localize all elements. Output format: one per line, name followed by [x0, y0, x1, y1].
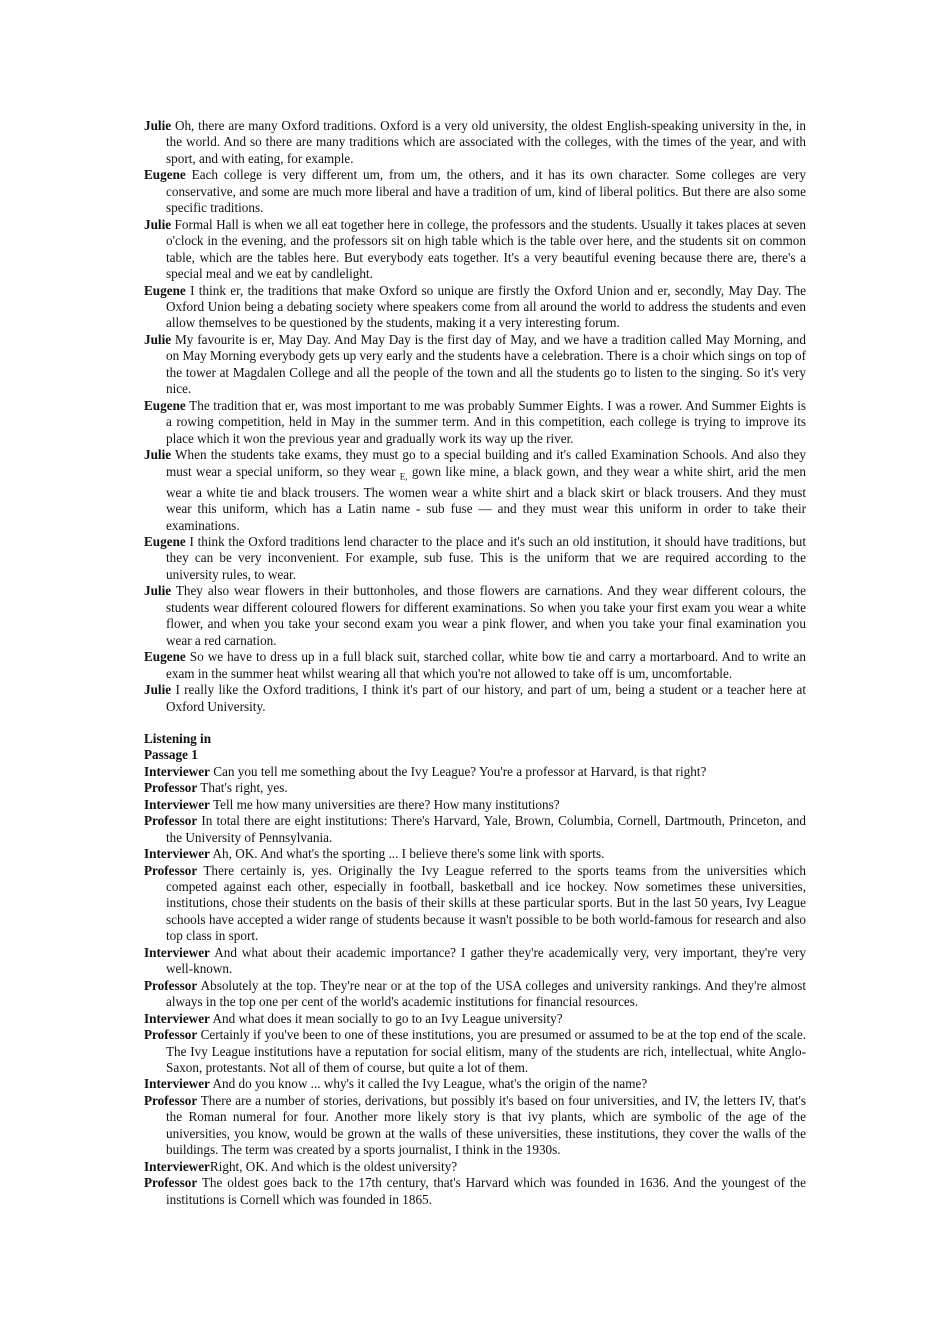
speaker-name: Professor — [144, 1175, 198, 1191]
speech-text: Tell me how many universities are there? How many institutions? — [212, 796, 560, 812]
dialogue-turn — [144, 813, 806, 846]
speech-text: So we have to dress up in a full black suit, starched collar, white bow tie and carry a mortarboard. And to write an exam in the summer heat whilst wearing all that which you're not allowed to take off is um, uncomfortable. — [166, 649, 806, 681]
speech-text: And what does it mean socially to go to an Ivy League university? — [212, 1010, 563, 1026]
speech-text: And what about their academic importance? I gather they're academically very, very important, they're very well-known. — [166, 944, 806, 977]
speaker-name: Interviewer — [144, 1010, 210, 1026]
dialogue-turn — [144, 797, 806, 813]
speaker-name: Interviewer — [144, 763, 210, 779]
speaker-name: Professor — [144, 977, 198, 993]
dialogue-turn — [144, 217, 806, 283]
speaker-name: Interviewer — [144, 1158, 210, 1174]
dialogue-turn — [144, 332, 806, 398]
speaker-name: Julie — [144, 682, 172, 698]
speaker-name: Interviewer — [144, 796, 210, 812]
speaker-name: Interviewer — [144, 846, 210, 862]
dialogue-turn — [144, 283, 806, 332]
speech-text: I really like the Oxford traditions, I think it's part of our history, and part of um, being a student or a teacher here at Oxford University. — [166, 682, 807, 714]
speaker-name: Professor — [144, 780, 198, 796]
speech-text: Formal Hall is when we all eat together here in college, the professors and the students. Usually it takes places at seven o'clock in the evening, and the professors sit on high table which is the table over here, and the students sit on common table, which are the tables here. But everybody eats together. It's a very beautiful evening because there are, there's a special meal and we eat by candlelight. — [166, 216, 806, 282]
speech-text: Right, OK. And which is the oldest university? — [209, 1158, 458, 1174]
speaker-name: Julie — [144, 118, 172, 133]
speech-text: Each college is very different um, from um, the others, and it has its own character. Some colleges are very conservative, and some are much more liberal and have a tradition of um, kind of liberal politics. But there are also some specific traditions. — [166, 167, 807, 216]
speech-text: I think er, the traditions that make Oxford so unique are firstly the Oxford Union and er, secondly, May Day. The Oxford Union being a debating society where speakers come from all around the world to address the students and even allow themselves to be questioned by the students, making it a very interesting forum. — [166, 282, 806, 331]
transcript-page — [144, 118, 806, 1208]
subscript-mark: E, — [399, 471, 408, 482]
dialogue-turn — [144, 780, 806, 796]
speaker-name: Professor — [144, 862, 198, 878]
speaker-name: Interviewer — [144, 944, 210, 960]
speaker-name: Eugene — [144, 649, 186, 665]
speaker-name: Interviewer — [144, 1076, 210, 1092]
speech-text: I think the Oxford traditions lend character to the place and it's such an old institution, it should have traditions, but they can be very inconvenient. For example, sub fuse. This is the uniform that we are required according to the university rules, to wear. — [166, 533, 807, 582]
speech-text: There certainly is, yes. Originally the Ivy League referred to the sports teams from the universities which competed against each other, especially in football, basketball and ice hockey. Now sometimes these universities, institutions, chose their students on the basis of their skills at these particular sports. But in the last 50 years, Ivy League schools have accepted a wider range of students because it wasn't possible to be both world-famous for research and also top class in sport. — [166, 862, 806, 944]
dialogue-turn — [144, 1027, 806, 1076]
speaker-name: Julie — [144, 447, 172, 463]
speaker-name: Professor — [144, 1027, 198, 1043]
speech-text: Oh, there are many Oxford traditions. Oxford is a very old university, the oldest English-speaking university in the, in the world. And so there are many traditions which are associated with the colleges, with the times of the year, and with sport, and with eating, for example. — [166, 118, 807, 166]
dialogue-turn — [144, 1093, 806, 1159]
dialogue-turn — [144, 863, 806, 945]
speaker-name: Julie — [144, 216, 172, 232]
dialogue-turn — [144, 118, 806, 167]
speech-text: The tradition that er, was most important to me was probably Summer Eights. I was a rower. And Summer Eights is a rowing competition, held in May in the summer term. And in this competition, each college is trying to improve its place which it won the previous year and gradually work its way up the river. — [166, 397, 807, 446]
speaker-name: Eugene — [144, 167, 186, 183]
speech-text: They also wear flowers in their buttonholes, and those flowers are carnations. And they wear different colours, the students wear different coloured flowers for different examinations. So when you take your first exam you wear a white flower, and when you take your second exam you wear a pink flower, and when you take your final examination you wear a red carnation. — [166, 583, 806, 648]
dialogue-turn — [144, 398, 806, 447]
dialogue-turn — [144, 167, 806, 216]
dialogue-turn — [144, 945, 806, 978]
speech-text: My favourite is er, May Day. And May Day is the first day of May, and we have a tradition called May Morning, and on May Morning everybody gets up very early and the students have a celebration. There is a choir which sings on top of the tower at Magdalen College and all the people of the town and all the students go to listen to the singing. So it's very nice. — [166, 331, 806, 397]
dialogue-turn — [144, 1076, 806, 1092]
speech-text: gown like mine, a black gown, and they wear a white shirt, arid the men wear a white tie and black trousers. The women wear a white shirt and a black skirt or black trousers. And they must wear this uniform, which has a Latin name - sub fuse — and they must wear this uniform in order to take their examinations. — [166, 463, 807, 533]
dialogue-turn — [144, 682, 806, 715]
speech-text: Ah, OK. And what's the sporting ... I believe there's some link with sports. — [212, 846, 605, 862]
dialogue-turn — [144, 447, 806, 534]
dialogue-turn — [144, 1175, 806, 1208]
speech-text: There are a number of stories, derivations, but possibly it's based on four universities, and IV, the letters IV, that's the Roman numeral for four. Another more likely story is that ivy plants, which are symbolic of the age of the universities, you know, would be grown at the walls of these universities, these institutions, they cover the walls of the buildings. The term was created by a sports journalist, I think in the 1930s. — [166, 1092, 807, 1158]
dialogue-turn — [144, 583, 806, 649]
speaker-name: Eugene — [144, 282, 186, 298]
section-spacer — [144, 715, 806, 731]
speech-text: In total there are eight institutions: There's Harvard, Yale, Brown, Columbia, Cornell, Dartmouth, Princeton, and the University of Pennsylvania. — [166, 813, 807, 845]
speaker-name: Julie — [144, 583, 172, 599]
speech-text: Can you tell me something about the Ivy League? You're a professor at Harvard, is that right? — [213, 763, 707, 779]
speaker-name: Eugene — [144, 533, 186, 549]
dialogue-turn — [144, 764, 806, 780]
speaker-name: Eugene — [144, 397, 186, 413]
speech-text: Certainly if you've been to one of these institutions, you are presumed or assumed to be at the top end of the scale. The Ivy League institutions have a reputation for social elitism, many of the students are rich, intellectual, white Anglo-Saxon, protestants. Not all of them of course, but quite a lot of them. — [166, 1027, 806, 1076]
dialogue-turn — [144, 649, 806, 682]
dialogue-turn — [144, 534, 806, 583]
speaker-name: Professor — [144, 813, 198, 829]
speech-text: Absolutely at the top. They're near or at the top of the USA colleges and university rankings. And they're almost always in the top one per cent of the world's academic institutions for financial resources. — [166, 977, 806, 1010]
section-heading: Listening in — [144, 730, 212, 746]
dialogue-turn — [144, 846, 806, 862]
dialogue-turn — [144, 1159, 806, 1175]
speech-text: When the students take exams, they must go to a special building and it's called Examination Schools. And also they must wear a special uniform, so they wear — [166, 447, 806, 479]
speech-text: That's right, yes. — [200, 780, 288, 796]
speaker-name: Julie — [144, 331, 172, 347]
speech-text: And do you know ... why's it called the Ivy League, what's the origin of the name? — [212, 1076, 648, 1092]
passage-heading: Passage 1 — [144, 747, 198, 763]
dialogue-turn — [144, 978, 806, 1011]
dialogue-turn — [144, 1011, 806, 1027]
speaker-name: Professor — [144, 1092, 198, 1108]
speech-text: The oldest goes back to the 17th century, that's Harvard which was founded in 1636. And the youngest of the institutions is Cornell which was founded in 1865. — [166, 1175, 806, 1207]
